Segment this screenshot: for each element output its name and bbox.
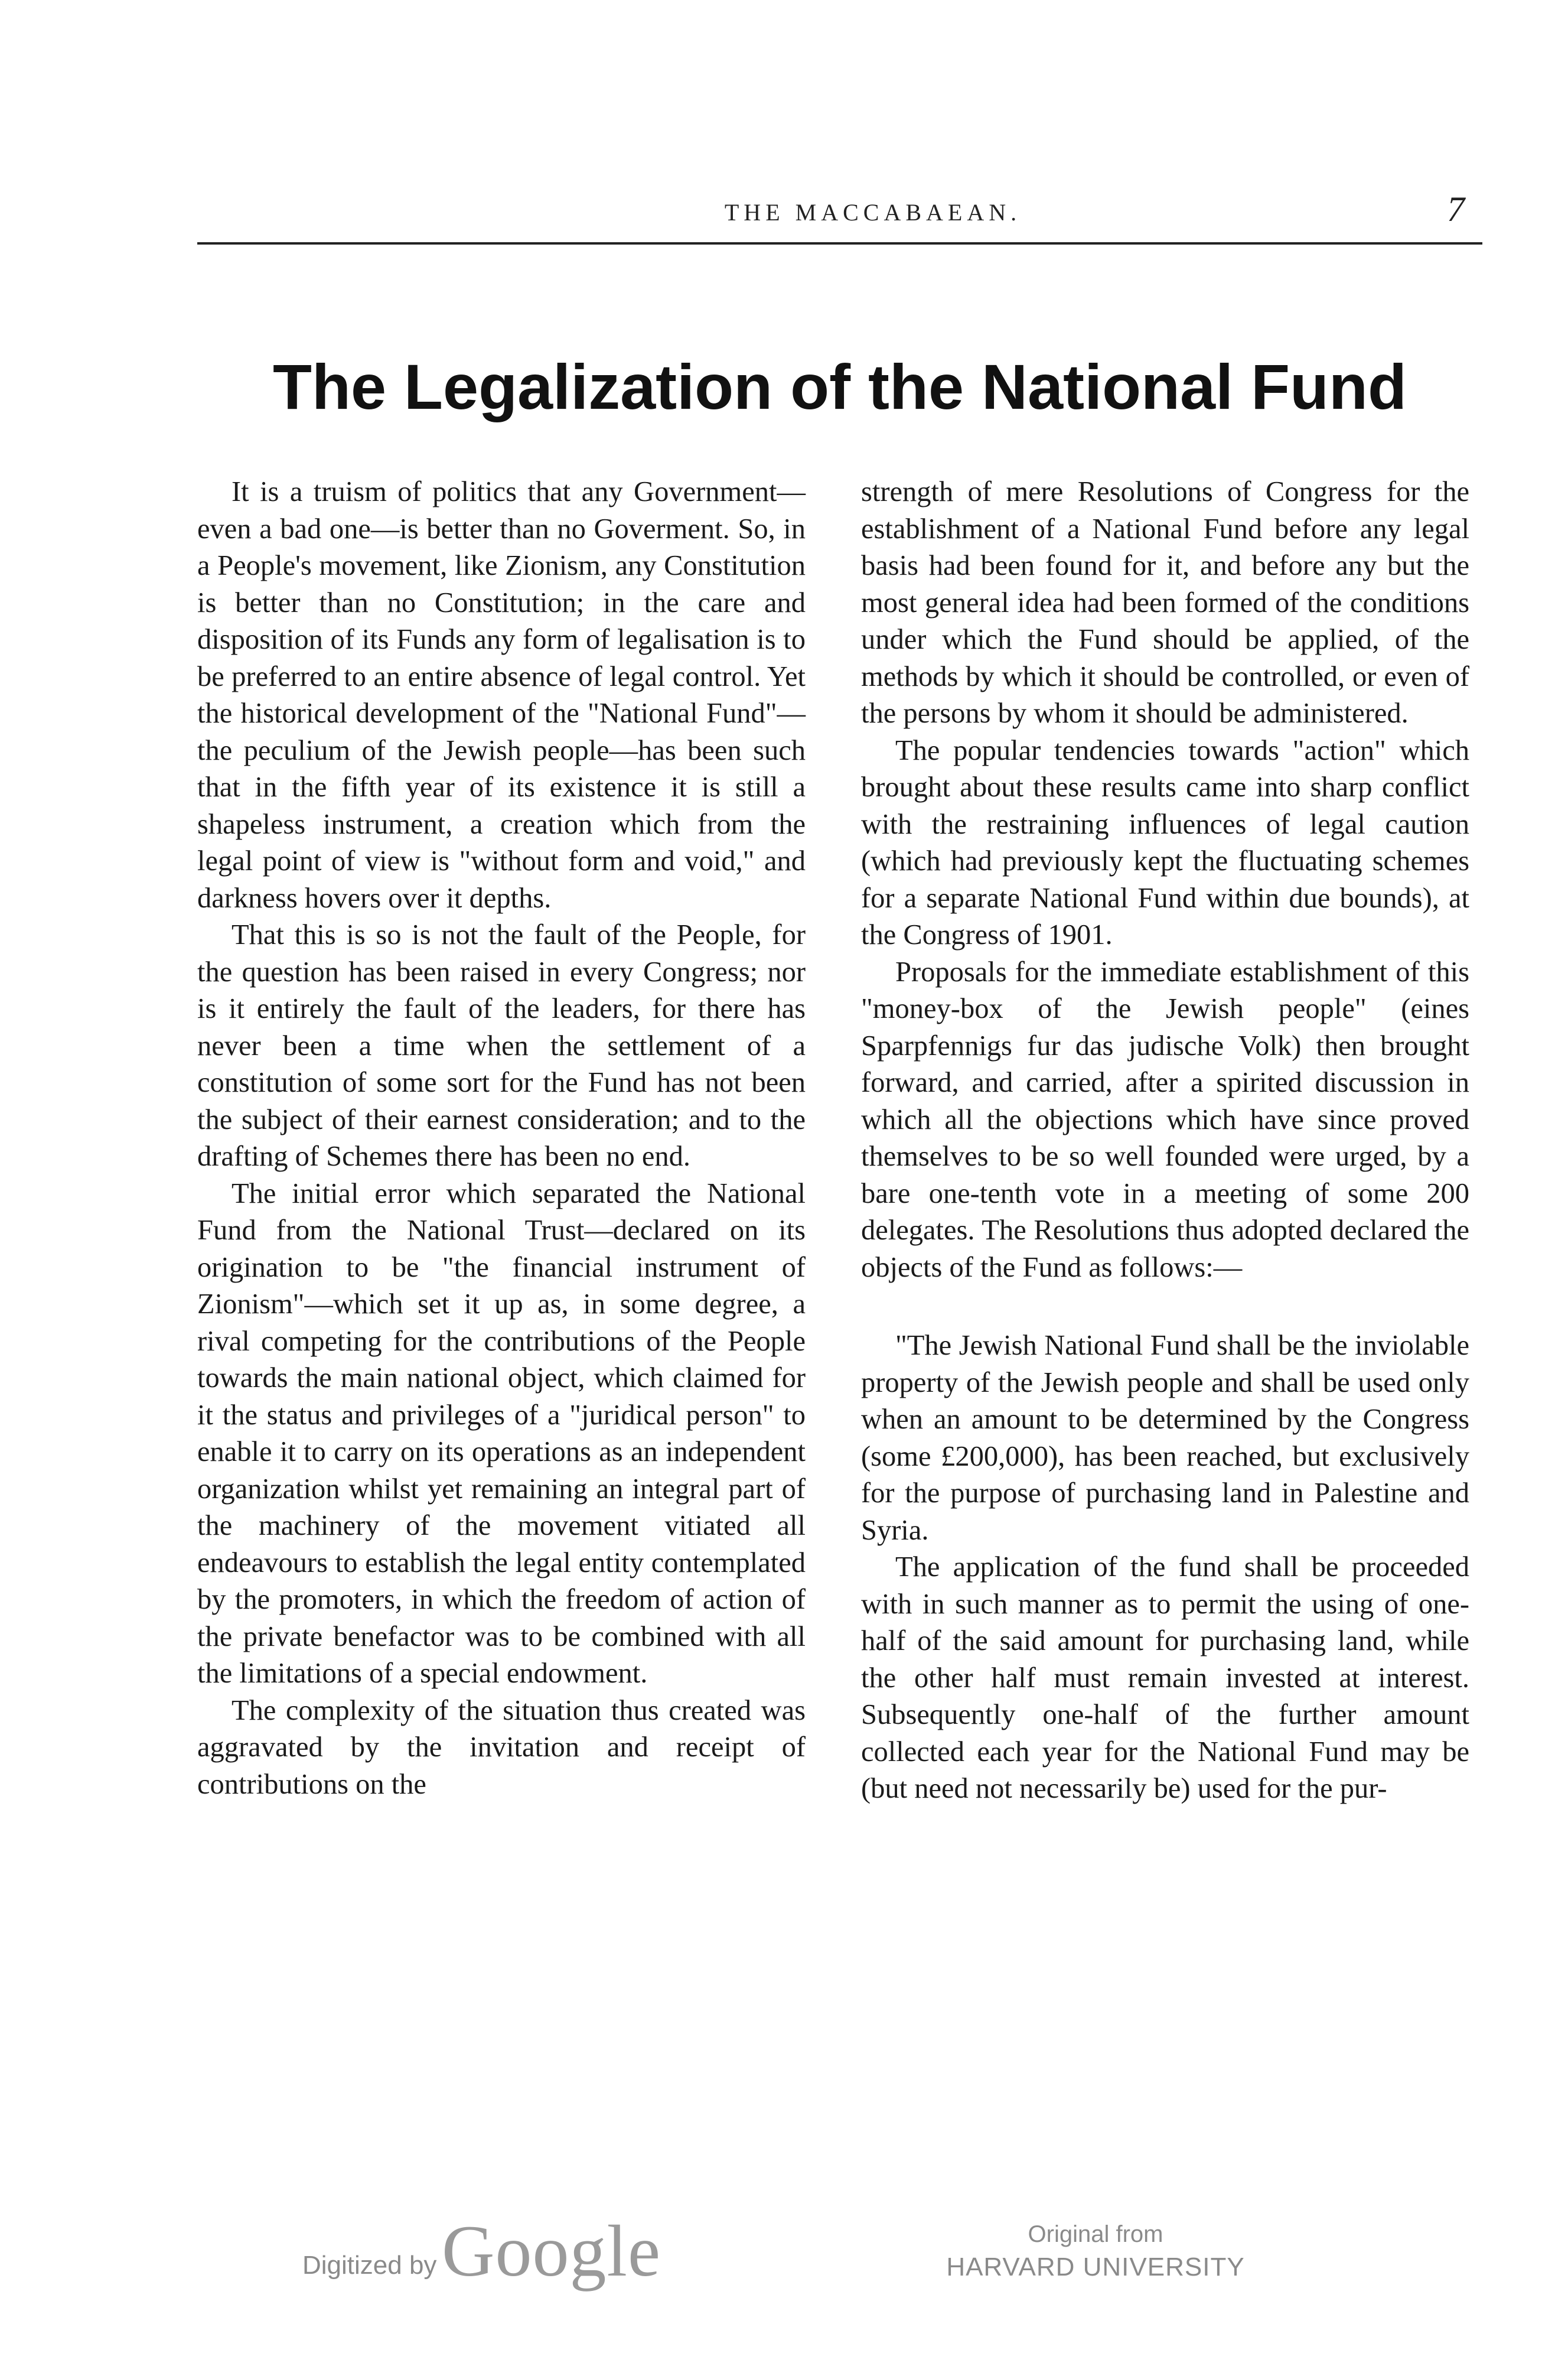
running-title: THE MACCABAEAN. (724, 199, 1022, 226)
left-column (197, 474, 806, 1803)
institution-label: HARVARD UNIVERSITY (946, 2253, 1245, 2281)
paragraph: It is a truism of politics that any Government—even a bad one—is better than no Goverment. So, in a People's movement, like Zionism, any Constitution is better than no Constitution; in the care and disposition of its Funds any form of legalisation is to be preferred to an entire absence of legal control. Yet the historical development of the "National Fund"—the peculium of the Jewish people—has been such that in the fifth year of its existence it is still a shapeless instrument, a creation which from the legal point of view is "without form and void," and darkness hovers over it depths. (197, 476, 806, 914)
paragraph-continued: strength of mere Resolutions of Congress for the establishment of a National Fund before any legal basis had been found for it, and before any but the most general idea had been formed of the conditions under which the Fund should be applied, of the methods by which it should be controlled, or even of the persons by whom it should be administered. (861, 476, 1469, 729)
paragraph: The popular tendencies towards "action" which brought about these results came into sharp conflict with the restraining influences of legal caution (which had previously kept the fluctuating schemes for a separate National Fund within due bounds), at the Congress of 1901. (861, 734, 1469, 951)
page-number: 7 (1447, 190, 1465, 229)
quoted-resolution: The application of the fund shall be proceeded with in such manner as to permit the using of one-half of the said amount for purchasing land, while the other half must remain invested at interest. Subsequently one-half of the further amount collected each year for the National Fund may be (but need not necessarily be) used for the pur- (861, 1551, 1469, 1804)
source-attribution (945, 2218, 1246, 2284)
running-header (197, 190, 1482, 245)
paragraph: The complexity of the situation thus created was aggravated by the invitation and receipt of contributions on the (197, 1694, 806, 1800)
paragraph: That this is so is not the fault of the People, for the question has been raised in every Congress; nor is it entirely the fault of the leaders, for there has never been a time when the settlement of a constitution of some sort for the Fund has not been the subject of their earnest consideration; and to the drafting of Schemes there has been no end. (197, 919, 806, 1172)
paragraph: Proposals for the immediate establishment of this "money-box of the Jewish people" (eines Sparpfennigs fur das judische Volk) then brought forward, and carried, after a spirited discussion in which all the objections which have since proved themselves to be so well founded were urged, by a bare one-tenth vote in a meeting of some 200 delegates. The Resolutions thus adopted declared the objects of the Fund as follows:— (861, 956, 1469, 1283)
original-from-label: Original from (1028, 2221, 1163, 2247)
digitized-by-label: Digitized by (302, 2251, 437, 2280)
right-column (861, 474, 1469, 1808)
article-title: The Legalization of the National Fund (273, 351, 1407, 422)
google-logo: Google (442, 2211, 661, 2292)
paragraph: The initial error which separated the National Fund from the National Trust—declared on its origination to be "the financial instrument of Zionism"—which set it up as, in some degree, a rival competing for the contributions of the People towards the main national object, which claimed for it the status and privileges of a "juridical person" to enable it to carry on its operations as an independent organization whilst yet remaining an integral part of the machinery of the movement vitiated all endeavours to establish the legal entity contemplated by the promoters, in which the freedom of action of the private benefactor was to be combined with all the limitations of a special endowment. (197, 1177, 806, 1689)
quoted-resolution: "The Jewish National Fund shall be the inviolable property of the Jewish people and shall be used only when an amount to be determined by the Congress (some £200,000), has been reached, but exclusively for the purpose of purchasing land in Palestine and Syria. (861, 1330, 1469, 1546)
